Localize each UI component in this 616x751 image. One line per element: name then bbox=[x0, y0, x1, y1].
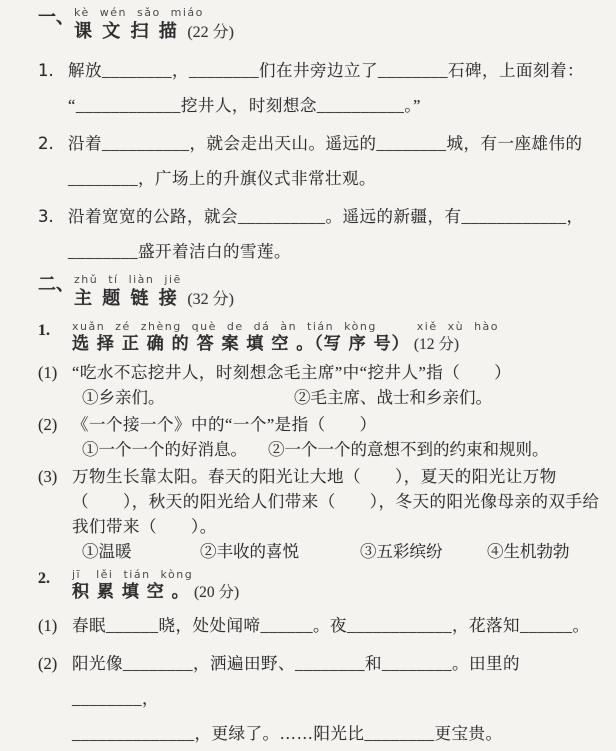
question-line: “吃水不忘挖井人，时刻想念毛主席”中“挖井人”指（ ） bbox=[72, 363, 512, 382]
part1-title: 课 文 扫 描 bbox=[74, 21, 179, 42]
question-line: 沿着宽宽的公路，就会__________。遥远的新疆，有____________， bbox=[68, 207, 584, 226]
sub1-pinyin: xuǎn zé zhèng què de dá àn tián kòng xiě xù hào bbox=[72, 320, 500, 333]
part1-question-1 bbox=[38, 53, 600, 123]
question-line: 解放________，________们在井旁边立了________石碑，上面刻着： bbox=[68, 61, 584, 80]
part1-pinyin: kè wén sǎo miáo bbox=[74, 6, 204, 19]
part1-number: 一、 bbox=[38, 7, 74, 28]
sub2-pinyin: jī lěi tián kòng bbox=[72, 568, 194, 581]
sub1-question-3 bbox=[38, 464, 600, 564]
sub2-title: 积 累 填 空 。 bbox=[72, 582, 190, 602]
question-line: ______________，更绿了。……阳光比________更宝贵。 bbox=[72, 724, 503, 743]
question-line: ________，广场上的升旗仪式非常壮观。 bbox=[68, 169, 376, 188]
question-number: 3. bbox=[38, 207, 54, 226]
question-number: (2) bbox=[38, 415, 58, 434]
part1-question-2 bbox=[38, 126, 600, 196]
part1-question-3 bbox=[38, 199, 600, 269]
option-item: ③五彩缤纷 bbox=[360, 542, 443, 561]
part1-heading bbox=[38, 6, 600, 45]
question-line: 《一个接一个》中的“一个”是指（ ） bbox=[72, 415, 377, 434]
options-row bbox=[72, 385, 600, 410]
question-number: 2. bbox=[38, 134, 54, 153]
sub2-question-1 bbox=[38, 608, 600, 643]
question-number: (1) bbox=[38, 616, 58, 635]
option-item: ①一个一个的好消息。 bbox=[82, 440, 247, 459]
question-line: 沿着__________，就会走出天山。遥远的________城，有一座雄伟的 bbox=[68, 134, 583, 153]
question-number: (3) bbox=[38, 467, 58, 486]
question-line: 万物生长靠太阳。春天的阳光让大地（ ），夏天的阳光让万物 bbox=[72, 467, 557, 486]
sub1-heading bbox=[38, 320, 600, 356]
option-item: ④生机勃勃 bbox=[487, 542, 570, 561]
part2-title: 主 题 链 接 bbox=[74, 288, 179, 309]
question-line: （ ），秋天的阳光给人们带来（ ），冬天的阳光像母亲的双手给 bbox=[72, 492, 600, 511]
options-row bbox=[72, 539, 600, 564]
options-row bbox=[72, 437, 600, 462]
sub1-title: 选 择 正 确 的 答 案 填 空 。（写 序 号） bbox=[72, 334, 410, 354]
question-line: “____________挖井人，时刻想念__________。” bbox=[68, 96, 421, 115]
sub1-question-1 bbox=[38, 360, 600, 410]
sub1-question-2 bbox=[38, 412, 600, 462]
option-item: ①温暖 bbox=[82, 542, 132, 561]
part2-score: (32 分) bbox=[187, 291, 234, 308]
question-line: 我们带来（ ）。 bbox=[72, 517, 217, 536]
option-item: ①乡亲们。 bbox=[82, 388, 165, 407]
question-line: 春眠______晓，处处闻啼______。夜____________，花落知______。 bbox=[72, 616, 590, 635]
sub2-question-2 bbox=[38, 646, 600, 751]
option-item: ②丰收的喜悦 bbox=[200, 542, 299, 561]
part2-heading bbox=[38, 273, 600, 312]
sub2-score: (20 分) bbox=[193, 584, 240, 601]
question-number: (2) bbox=[38, 654, 58, 673]
part2-number: 二、 bbox=[38, 274, 74, 295]
question-number: (1) bbox=[38, 363, 58, 382]
sub1-score: (12 分) bbox=[413, 336, 460, 353]
option-item: ②一个一个的意想不到的约束和规则。 bbox=[268, 440, 549, 459]
question-line: ________盛开着洁白的雪莲。 bbox=[68, 242, 291, 261]
option-item: ②毛主席、战士和乡亲们。 bbox=[294, 388, 492, 407]
sub2-number: 2. bbox=[38, 570, 50, 587]
part1-score: (22 分) bbox=[187, 24, 234, 41]
sub2-heading bbox=[38, 568, 600, 604]
question-number: 1. bbox=[38, 61, 54, 80]
sub1-number: 1. bbox=[38, 322, 50, 339]
question-line: 阳光像________，洒遍田野、________和________。田里的________， bbox=[72, 654, 520, 708]
part2-pinyin: zhǔ tí liàn jiē bbox=[74, 273, 182, 286]
